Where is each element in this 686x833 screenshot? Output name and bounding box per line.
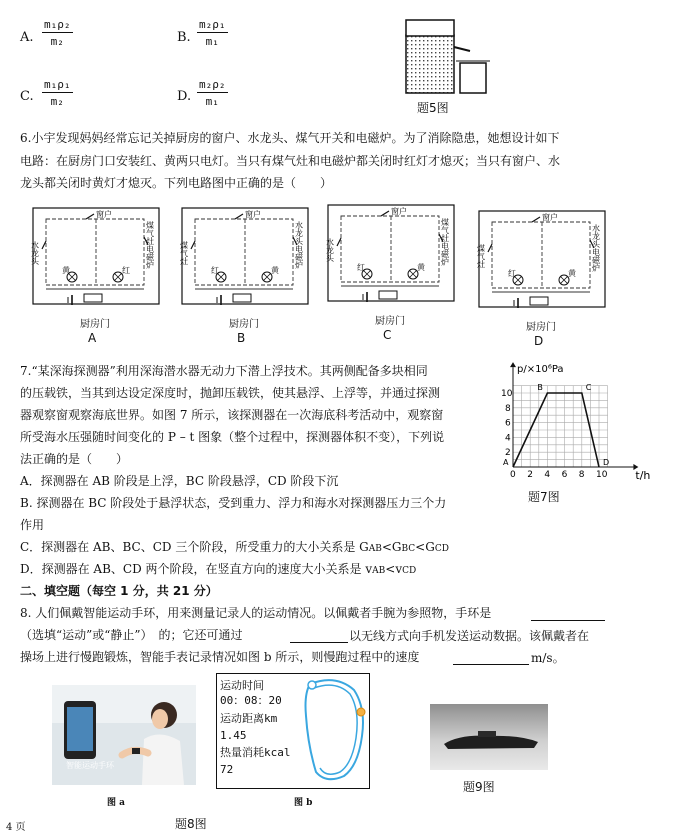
q7-option-d: D．探测器在 AB、CD 两个阶段，在竖直方向的速度大小关系是 vAB<vCD — [20, 562, 417, 576]
switch-label-right: 水龙头电磁炉 — [294, 221, 304, 269]
y-axis-label: p/×10⁶Pa — [517, 364, 564, 375]
track-route — [296, 676, 368, 784]
x-tick-label: 8 — [578, 470, 585, 480]
q8-text-line-1: 8. 人们佩戴智能运动手环，用来测量记录人的运动情况。以佩戴者手腕为参照物，手环是 — [20, 606, 492, 620]
y-tick-label: 2 — [505, 448, 511, 459]
resistor — [233, 294, 251, 302]
switch-icon — [191, 241, 195, 249]
switch-label-top: 窗户 — [96, 210, 112, 219]
numerator: m₁ρ₂ — [44, 18, 71, 31]
denominator: m₂ — [50, 95, 64, 108]
option-letter: A. — [20, 30, 34, 45]
q7-option-b-cont: 作用 — [20, 518, 45, 532]
circuit-option-letter: A — [88, 331, 97, 345]
lamp-label-right: 黄 — [271, 266, 279, 275]
denominator: m₂ — [50, 35, 64, 48]
lamp-label-right: 黄 — [417, 263, 425, 272]
switch-label-right: 煤气灶电磁炉 — [440, 218, 450, 266]
q7-option-a: A．探测器在 AB 阶段是上浮，BC 阶段悬浮，CD 阶段下沉 — [20, 474, 339, 488]
watch-label-calories: 热量消耗kcal — [220, 746, 291, 759]
switch-icon — [86, 214, 94, 219]
q7-text-line-4: 所受海水压强随时间变化的 P – t 图象（整个过程中，探测器体积不变），下列说 — [20, 430, 445, 444]
y-axis-arrow — [510, 362, 516, 367]
switch-icon — [337, 238, 341, 246]
numerator: m₂ρ₁ — [199, 18, 226, 31]
lamp-label-left: 红 — [211, 266, 219, 275]
q6-text-line-3: 龙头都关闭时黄灯才熄灭。下列电路图中正确的是（ ） — [20, 176, 333, 190]
resistor — [530, 297, 548, 305]
circuit-option-letter: D — [534, 334, 544, 348]
lamp-label-right: 黄 — [568, 269, 576, 278]
page-number: 4 页 — [6, 822, 26, 833]
x-tick-label: 2 — [527, 470, 533, 480]
q6-text-line-1: 6.小宇发现妈妈经常忘记关掉厨房的窗户、水龙头、煤气开关和电磁炉。为了消除隐患，她想设计如下 — [20, 131, 560, 145]
switch-icon — [488, 244, 492, 252]
wire-loop — [341, 216, 439, 282]
q8-text-line-2-tail: 以无线方式向手机发送运动数据。该佩戴者在 — [349, 629, 590, 643]
figure-7-caption: 题7图 — [528, 490, 560, 504]
switch-icon — [381, 211, 389, 216]
phone-screen-text: 智能运动手环 — [66, 761, 114, 770]
resistor — [84, 294, 102, 302]
blank-2[interactable] — [290, 642, 348, 643]
switch-label-right: 水龙头电磁炉 — [591, 224, 601, 272]
blank-3[interactable] — [453, 664, 529, 665]
q7-option-c-text: C．探测器在 AB、BC、CD 三个阶段，所受重力的大小关系是 G — [20, 540, 369, 554]
circuit-diagram-c — [327, 204, 457, 304]
switch-label-left: 煤气灶 — [179, 241, 189, 265]
figure-a-caption: 图 a — [107, 798, 125, 808]
circuit-diagram-a — [32, 207, 162, 307]
option-letter: C. — [20, 89, 34, 104]
switch-label-left: 煤气灶 — [476, 244, 486, 268]
wire-loop — [195, 219, 293, 285]
figure-8-caption: 题8图 — [175, 817, 207, 831]
switch-label-right: 煤气灶电磁炉 — [145, 221, 155, 269]
q6-text-line-2: 电路：在厨房门口安装红、黄两只电灯。当只有煤气灶和电磁炉都关闭时红灯才熄灭；当只有窗户、水 — [20, 154, 561, 168]
q7-text-line-3: 器观察窗观察海底世界。如图 7 所示，该探测器在一次海底科考活动中，观察窗 — [20, 408, 444, 422]
car-photo — [430, 704, 548, 770]
lamp-label-left: 红 — [357, 263, 365, 272]
option-letter: B. — [177, 30, 191, 45]
pressure-time-chart — [497, 360, 651, 490]
point-label: C — [585, 383, 592, 392]
resistor — [379, 291, 397, 299]
circuit-option-letter: B — [237, 331, 246, 345]
q7-option-b: B. 探测器在 BC 阶段处于悬浮状态，受到重力、浮力和海水对探测器压力三个力 — [20, 496, 447, 510]
figure-5-caption: 题5图 — [417, 101, 449, 115]
switch-label-left: 水龙头 — [325, 238, 335, 262]
point-label: B — [537, 383, 543, 392]
q7-text-line-5: 法正确的是（ ） — [20, 452, 129, 466]
fraction — [42, 78, 73, 108]
blank-1[interactable] — [531, 620, 605, 621]
y-tick-label: 10 — [501, 389, 513, 399]
point-label: D — [603, 458, 610, 467]
y-tick-label: 8 — [505, 403, 511, 414]
watch-label-distance: 运动距离km — [220, 712, 278, 725]
x-tick-label: 6 — [561, 470, 568, 480]
overflow-can-figure — [398, 15, 498, 95]
kitchen-door-label: 厨房门 — [375, 316, 405, 327]
section-2-title: 二、填空题（每空 1 分，共 21 分） — [20, 584, 218, 598]
q8-text-line-2: （选填“运动”或“静止”） 的；它还可通过 — [20, 628, 243, 642]
switch-icon — [532, 217, 540, 222]
switch-label-left: 水龙头 — [30, 241, 40, 265]
watch-value-time: 00：08：20 — [220, 694, 282, 707]
q7-option-d-text: D．探测器在 AB、CD 两个阶段，在竖直方向的速度大小关系是 v — [20, 562, 373, 576]
kitchen-door-label: 厨房门 — [526, 322, 556, 333]
lamp-label-left: 红 — [508, 269, 516, 278]
circuit-diagram-d — [478, 210, 608, 310]
fraction — [197, 78, 228, 108]
denominator: m₁ — [205, 35, 219, 48]
numerator: m₁ρ₁ — [44, 78, 71, 91]
kitchen-door-label: 厨房门 — [229, 319, 259, 330]
option-letter: D. — [177, 89, 192, 104]
denominator: m₁ — [205, 95, 219, 108]
lamp-label-right: 红 — [122, 266, 130, 275]
figure-9-caption: 题9图 — [463, 780, 495, 794]
circuit-diagram-b — [181, 207, 311, 307]
switch-icon — [42, 241, 46, 249]
fraction — [197, 18, 228, 48]
q8-text-line-3-tail: m/s。 — [531, 651, 565, 665]
fraction — [42, 18, 73, 48]
switch-label-top: 窗户 — [542, 213, 558, 222]
switch-label-top: 窗户 — [391, 207, 407, 216]
numerator: m₂ρ₂ — [199, 78, 226, 91]
x-axis-label: t/h — [635, 469, 651, 482]
point-label: A — [503, 458, 509, 467]
y-tick-label: 4 — [505, 433, 511, 444]
q8-text-line-3: 操场上进行慢跑锻炼，智能手表记录情况如图 b 所示，则慢跑过程中的速度 — [20, 650, 420, 664]
q7-text-line-1: 7.“某深海探测器”利用深海潜水器无动力下潜上浮技术。其两侧配备多块相同 — [20, 364, 428, 378]
x-tick-label: 0 — [510, 470, 516, 480]
x-tick-label: 10 — [596, 470, 608, 480]
wire-loop — [492, 222, 590, 288]
watch-value-calories: 72 — [220, 763, 234, 776]
circuit-option-letter: C — [383, 328, 392, 342]
switch-label-top: 窗户 — [245, 210, 261, 219]
q7-text-line-2: 的压载铁，当其到达设定深度时，抛卸压载铁，使其悬浮、上浮等，并通过探测 — [20, 386, 441, 400]
switch-icon — [235, 214, 243, 219]
wire-loop — [46, 219, 144, 285]
x-tick-label: 4 — [544, 470, 551, 480]
watch-label-time: 运动时间 — [220, 679, 264, 692]
lamp-label-left: 黄 — [62, 266, 70, 275]
figure-b-caption: 图 b — [294, 798, 313, 808]
y-tick-label: 6 — [505, 418, 511, 429]
kitchen-door-label: 厨房门 — [80, 319, 110, 330]
watch-value-distance: 1.45 — [220, 729, 247, 742]
q7-option-c: C．探测器在 AB、BC、CD 三个阶段，所受重力的大小关系是 GAB<GBC<GCD — [20, 540, 449, 554]
